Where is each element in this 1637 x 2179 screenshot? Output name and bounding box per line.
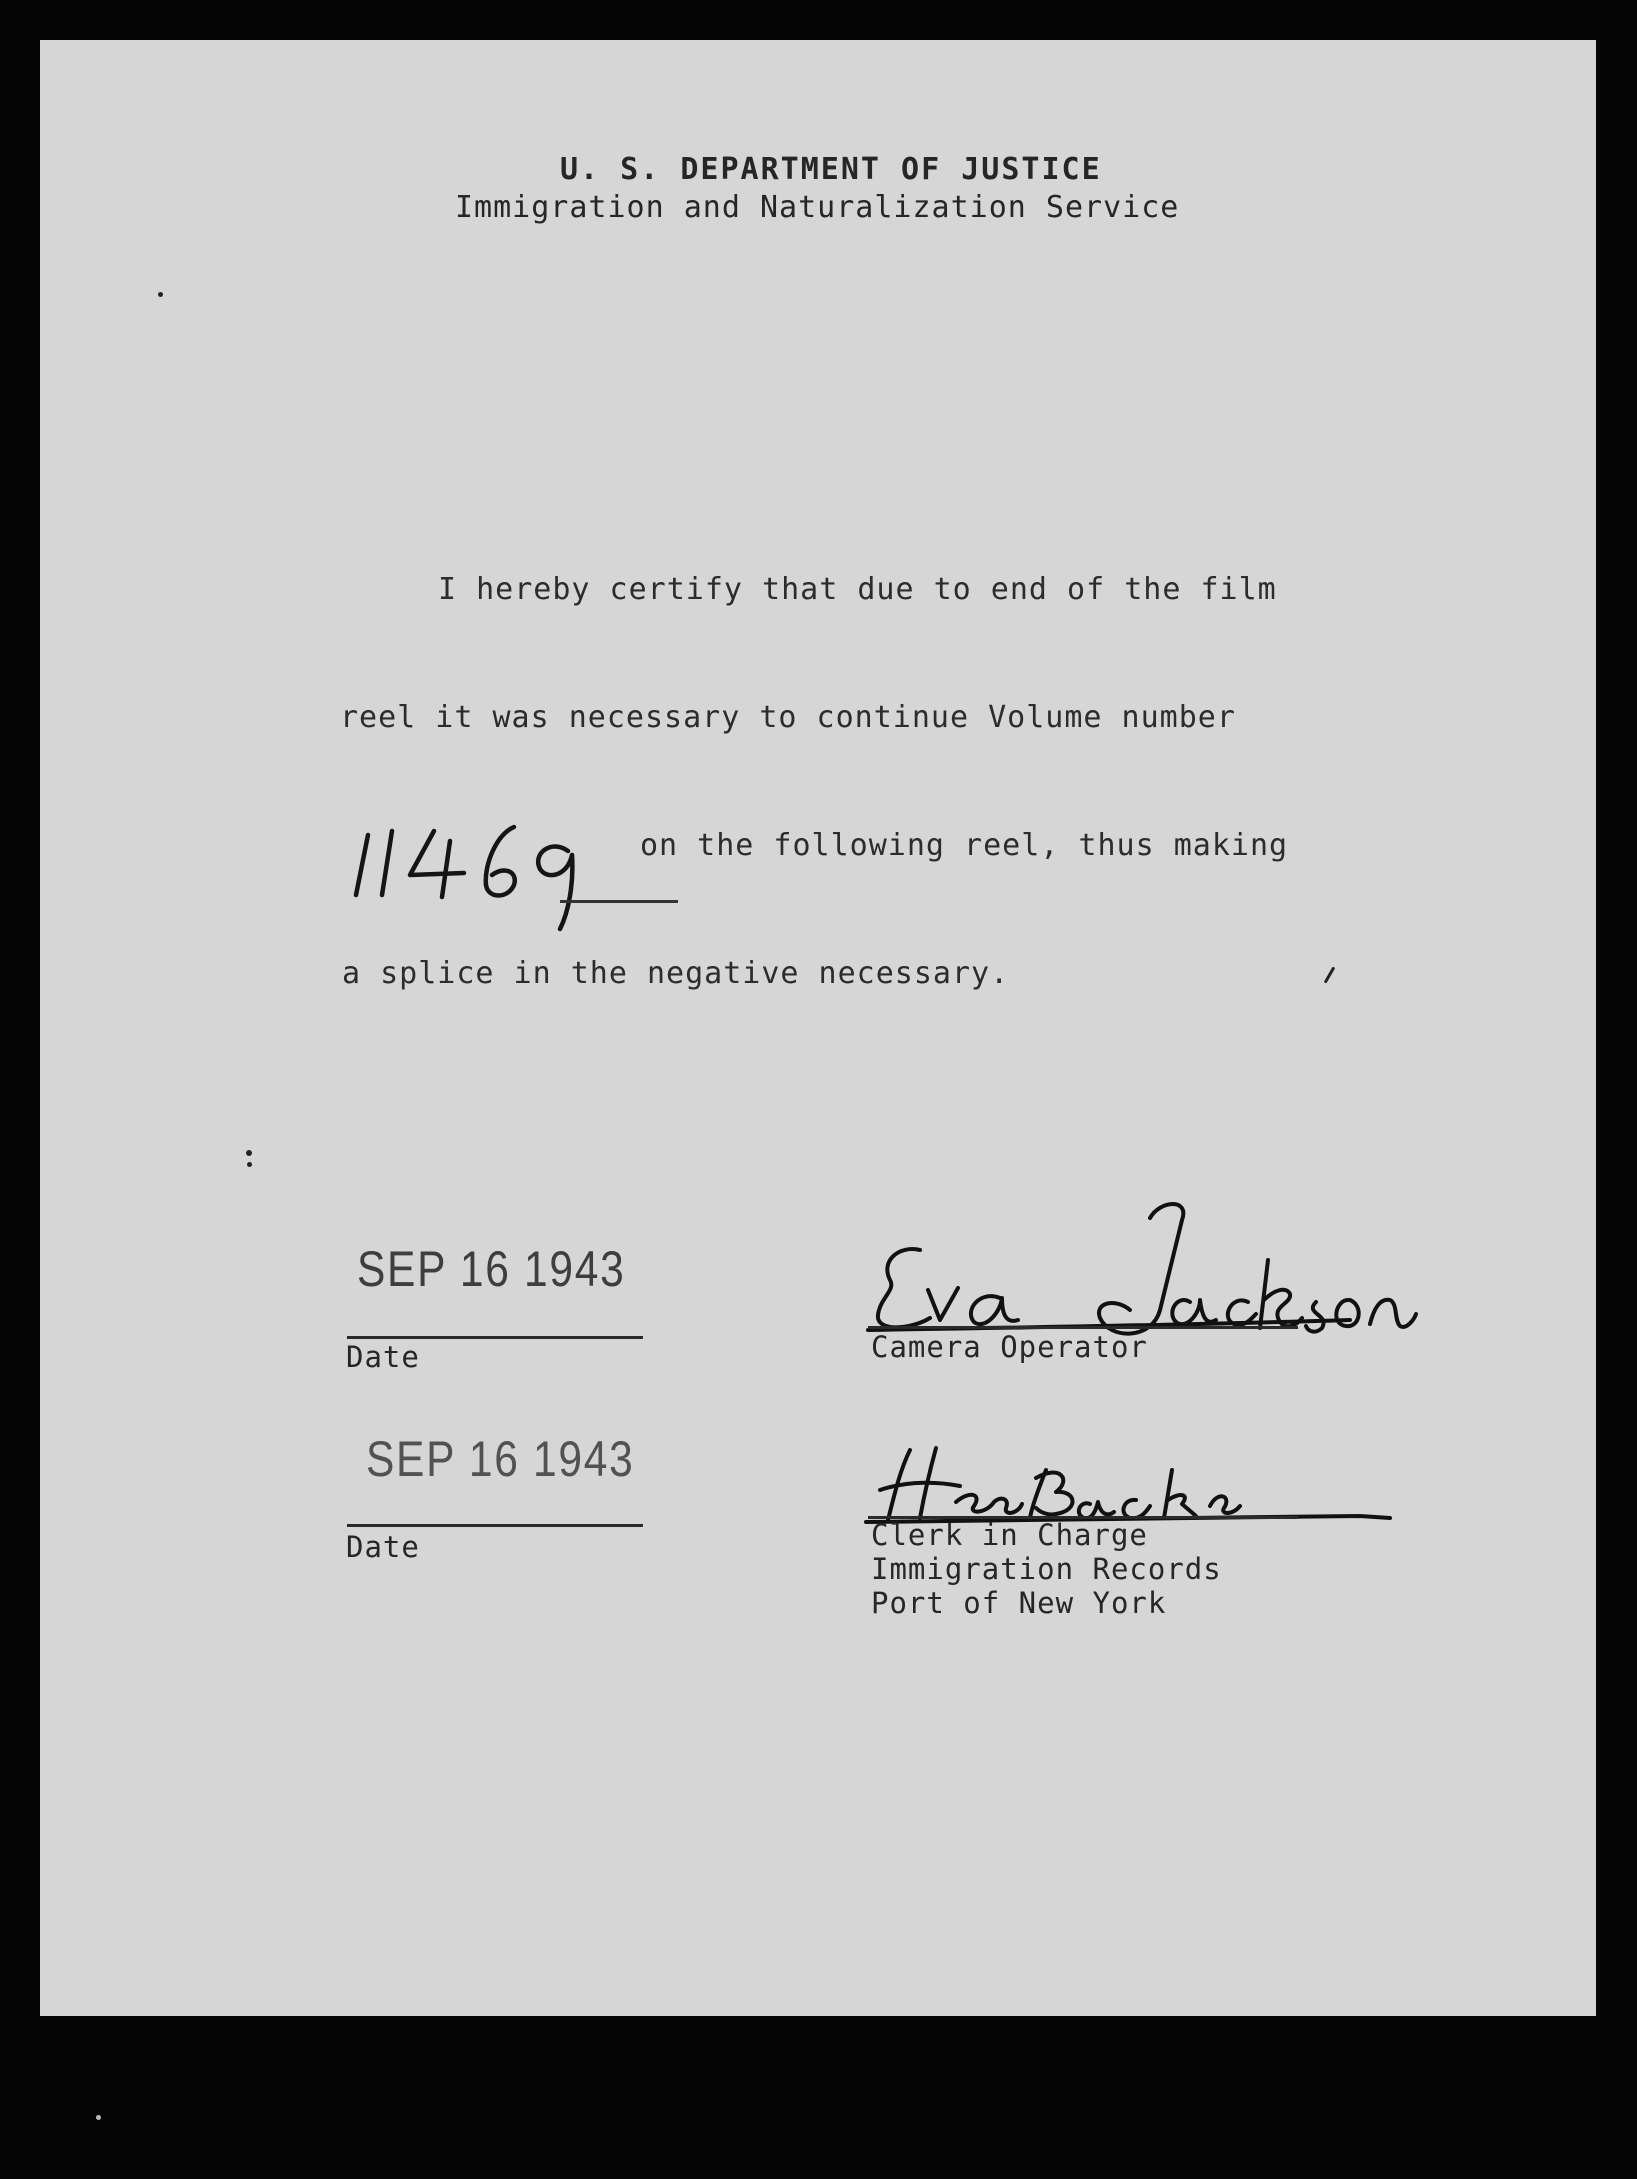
signature-line-operator [868, 1326, 1298, 1329]
handwritten-volume-number [346, 795, 676, 935]
date-label-operator: Date [346, 1340, 420, 1374]
clerk-title-line-2: Immigration Records [871, 1552, 1222, 1586]
paper-speck [246, 1150, 252, 1156]
film-speck [96, 2115, 101, 2120]
paper-speck [247, 1162, 252, 1167]
date-stamp-clerk: SEP 16 1943 [366, 1431, 635, 1487]
certification-line-3: on the following reel, thus making [640, 828, 1289, 863]
paper-speck [158, 292, 163, 297]
date-stamp-operator: SEP 16 1943 [357, 1241, 626, 1297]
volume-number-underline [560, 900, 678, 903]
letterhead-service: Immigration and Naturalization Service [455, 190, 1180, 225]
date-line-clerk [347, 1524, 643, 1527]
date-line-operator [347, 1336, 643, 1339]
camera-operator-title: Camera Operator [871, 1330, 1148, 1364]
letterhead-department: U. S. DEPARTMENT OF JUSTICE [560, 152, 1102, 187]
document-page [40, 40, 1596, 2016]
clerk-title-line-3: Port of New York [871, 1586, 1167, 1620]
clerk-title-line-1: Clerk in Charge [871, 1518, 1148, 1552]
paper-speck [1324, 966, 1336, 983]
certification-line-2: reel it was necessary to continue Volume number [340, 700, 1236, 735]
date-label-clerk: Date [346, 1530, 420, 1564]
certification-line-4: a splice in the negative necessary. [342, 956, 1010, 991]
certification-line-1: I hereby certify that due to end of the film [438, 572, 1277, 607]
